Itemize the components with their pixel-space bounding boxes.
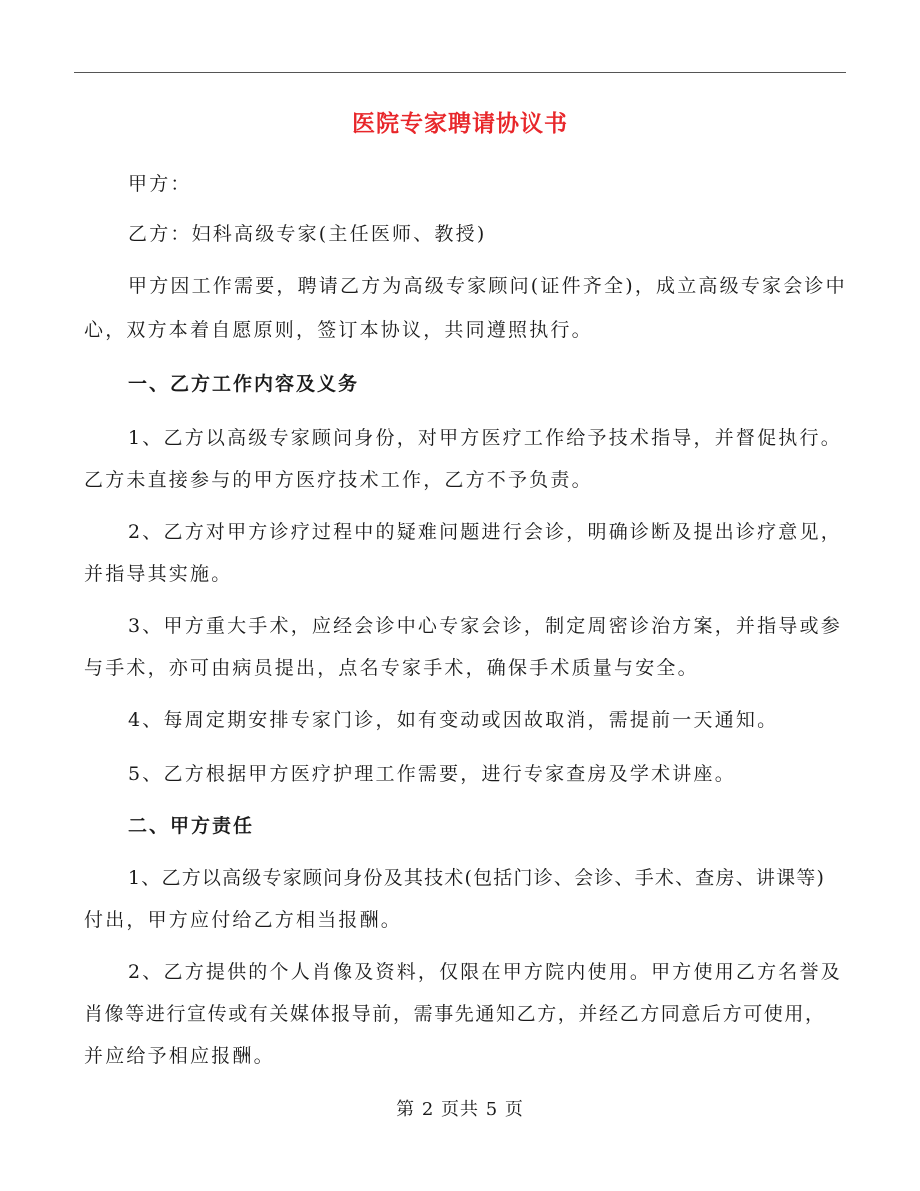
section-1-item-5: 5、乙方根据甲方医疗护理工作需要，进行专家查房及学术讲座。 <box>128 763 736 785</box>
intro-paragraph-line-1: 甲方因工作需要，聘请乙方为高级专家顾问(证件齐全)，成立高级专家会诊中 <box>128 275 847 297</box>
header-rule <box>74 72 846 73</box>
section-2-item-2-line-2: 肖像等进行宣传或有关媒体报导前，需事先通知乙方，并经乙方同意后方可使用， <box>84 1003 826 1025</box>
party-b-line: 乙方：妇科高级专家(主任医师、教授) <box>128 223 487 245</box>
document-title: 医院专家聘请协议书 <box>352 110 568 137</box>
section-1-item-3-line-2: 与手术，亦可由病员提出，点名专家手术，确保手术质量与安全。 <box>84 657 699 679</box>
intro-paragraph-line-2: 心，双方本着自愿原则，签订本协议，共同遵照执行。 <box>84 319 593 341</box>
page-number: 第 2 页共 5 页 <box>396 1099 524 1120</box>
section-2-item-1-line-1: 1、乙方以高级专家顾问身份及其技术(包括门诊、会诊、手术、查房、讲课等) <box>128 867 826 889</box>
section-1-item-2-line-2: 并指导其实施。 <box>84 563 233 585</box>
section-1-item-1-line-2: 乙方未直接参与的甲方医疗技术工作，乙方不予负责。 <box>84 469 593 491</box>
section-2-item-1-line-2: 付出，甲方应付给乙方相当报酬。 <box>84 909 403 931</box>
section-1-item-2-line-1: 2、乙方对甲方诊疗过程中的疑难问题进行会诊，明确诊断及提出诊疗意见， <box>128 521 842 543</box>
section-1-item-1-line-1: 1、乙方以高级专家顾问身份，对甲方医疗工作给予技术指导，并督促执行。 <box>128 427 842 449</box>
section-1-item-3-line-1: 3、甲方重大手术，应经会诊中心专家会诊，制定周密诊治方案，并指导或参 <box>128 615 842 637</box>
section-2-heading: 二、甲方责任 <box>128 815 255 837</box>
section-2-item-2-line-1: 2、乙方提供的个人肖像及资料，仅限在甲方院内使用。甲方使用乙方名誉及 <box>128 961 842 983</box>
party-a-line: 甲方： <box>128 173 192 195</box>
section-1-heading: 一、乙方工作内容及义务 <box>128 373 360 395</box>
section-2-item-2-line-3: 并应给予相应报酬。 <box>84 1045 275 1067</box>
section-1-item-4: 4、每周定期安排专家门诊，如有变动或因故取消，需提前一天通知。 <box>128 709 779 731</box>
